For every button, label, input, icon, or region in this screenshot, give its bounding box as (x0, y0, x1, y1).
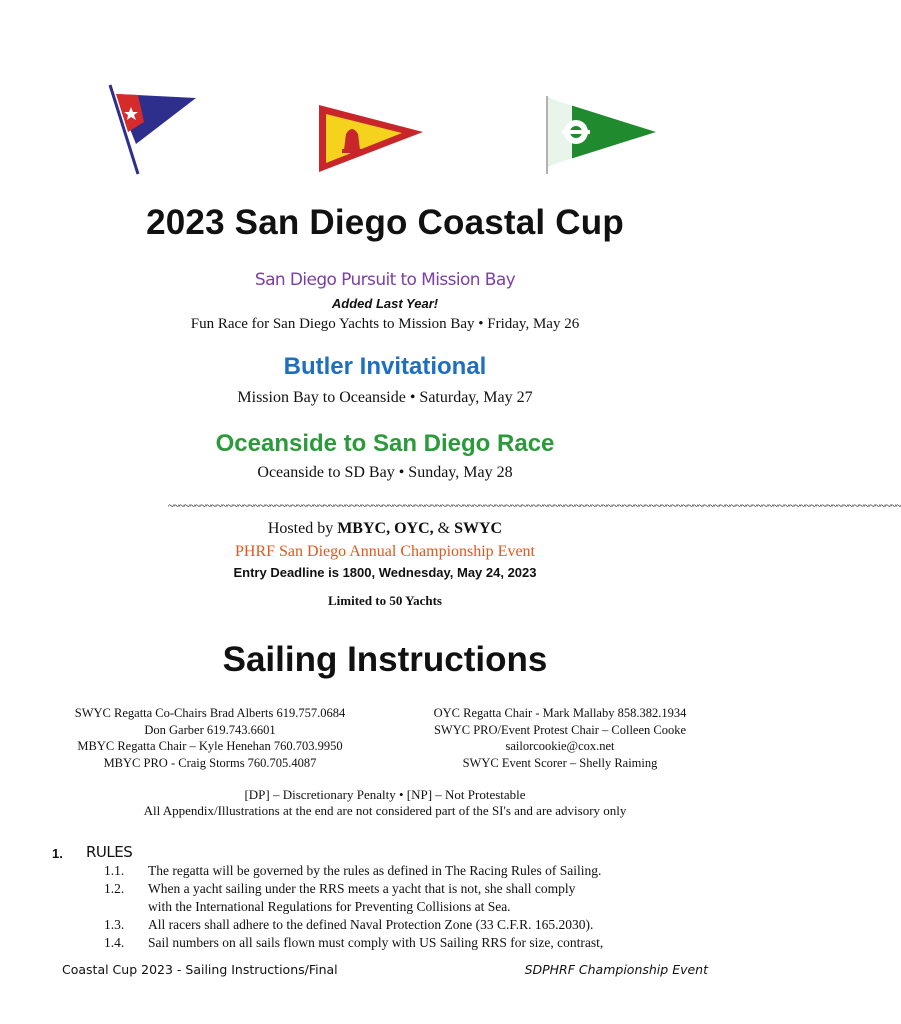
entry-deadline: Entry Deadline is 1800, Wednesday, May 24, 2023 (233, 565, 537, 580)
rule-number: 1.2. (104, 881, 125, 896)
hosted-by-line: Hosted by MBYC, OYC, & SWYC (267, 520, 503, 537)
contact-line: SWYC Regatta Co-Chairs Brad Alberts 619.757.0684 (74, 706, 346, 720)
contacts-right-column (400, 705, 720, 771)
rule-text: When a yacht sailing under the RRS meets a yacht that is not, she shall comply (148, 881, 576, 896)
appendix-note: All Appendix/Illustrations at the end are not considered part of the SI's and are advisory only (143, 803, 627, 818)
phrf-championship-line: PHRF San Diego Annual Championship Event (235, 543, 535, 560)
rule-number: 1.1. (104, 863, 125, 878)
swyc-burgee-image (544, 94, 659, 176)
contact-email: sailorcookie@cox.net (505, 739, 615, 753)
pursuit-race-title: San Diego Pursuit to Mission Bay (254, 270, 516, 290)
rule-number: 1.3. (104, 917, 125, 932)
rule-text: Sail numbers on all sails flown must comply with US Sailing RRS for size, contrast, (148, 935, 604, 950)
contacts-left-column (50, 705, 370, 771)
penalty-legend: [DP] – Discretionary Penalty • [NP] – Not Protestable (244, 787, 526, 802)
event-title: 2023 San Diego Coastal Cup (146, 203, 624, 242)
sailing-instructions-title: Sailing Instructions (222, 640, 548, 679)
contact-line: SWYC PRO/Event Protest Chair – Colleen Cooke (433, 722, 687, 737)
footer-event-name: SDPHRF Championship Event (524, 962, 708, 977)
added-note: Added Last Year! (331, 296, 439, 311)
butler-race-details: Mission Bay to Oceanside • Saturday, May 27 (237, 389, 533, 406)
oceanside-race-title: Oceanside to San Diego Race (215, 430, 555, 457)
tilde-divider: ~~~~~~~~~~~~~~~~~~~~~~~~~~~~~~~~~~~~~~~~~~~~~~~~~~~~~~~~~~~~~~~~~~~~~~~~~~~~~~~~~~~~~~~~~~~~~~~~~~~~~~~~~~~~~~~~~~~~~~~~~~~~~~~~~~~~~~~~~ (168, 500, 901, 512)
contact-line: OYC Regatta Chair - Mark Mallaby 858.382.1934 (433, 706, 687, 720)
entry-limit: Limited to 50 Yachts (328, 593, 442, 608)
section-number: 1. (52, 846, 63, 861)
oceanside-race-details: Oceanside to SD Bay • Sunday, May 28 (257, 464, 513, 481)
pursuit-race-details: Fun Race for San Diego Yachts to Mission Bay • Friday, May 26 (190, 316, 580, 332)
contact-line: MBYC PRO - Craig Storms 760.705.4087 (103, 755, 317, 770)
mbyc-burgee-image (104, 82, 204, 177)
butler-race-title: Butler Invitational (283, 353, 487, 380)
contact-line: Don Garber 619.743.6601 (144, 722, 276, 737)
rule-number: 1.4. (104, 935, 125, 950)
rule-text: All racers shall adhere to the defined Naval Protection Zone (33 C.F.R. 165.2030). (148, 917, 594, 932)
oyc-burgee-image (316, 102, 426, 176)
rule-text: with the International Regulations for Preventing Collisions at Sea. (148, 899, 511, 914)
footer-document-title: Coastal Cup 2023 - Sailing Instructions/Final (62, 962, 338, 977)
contact-line: SWYC Event Scorer – Shelly Raiming (462, 755, 658, 770)
rule-text: The regatta will be governed by the rules as defined in The Racing Rules of Sailing. (148, 863, 602, 878)
contact-line: MBYC Regatta Chair – Kyle Henehan 760.703.9950 (77, 739, 343, 753)
section-heading: RULES (86, 843, 133, 861)
